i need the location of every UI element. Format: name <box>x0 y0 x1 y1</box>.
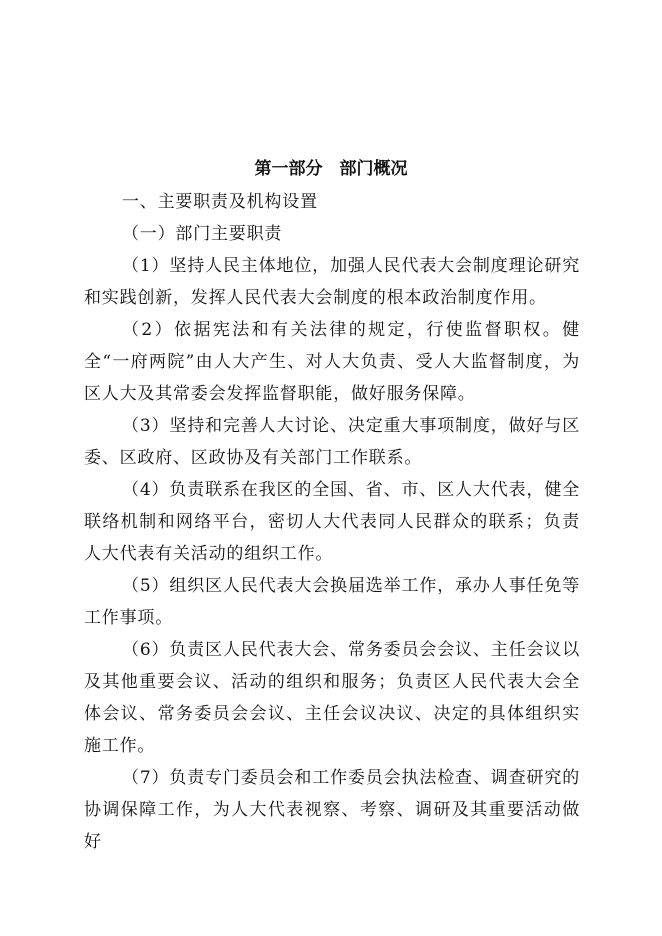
duty-paragraph-6: （6）负责区人民代表大会、常务委员会会议、主任会议以及其他重要会议、活动的组织和服务；负责区人民代表大会全体会议、常务委员会会议、主任会议决议、决定的具体组织实施工作。 <box>84 640 580 756</box>
duty-paragraph-3: （3）坚持和完善人大讨论、决定重大事项制度，做好与区委、区政府、区政协及有关部门工作联系。 <box>84 416 580 468</box>
duty-paragraph-7: （7）负责专门委员会和工作委员会执法检查、调查研究的协调保障工作，为人大代表视察、考察、调研及其重要活动做好 <box>84 768 580 852</box>
duty-paragraph-4: （4）负责联系在我区的全国、省、市、区人大代表，健全联络机制和网络平台，密切人大代表同人民群众的联系；负责人大代表有关活动的组织工作。 <box>84 480 580 564</box>
subsection-heading: （一）部门主要职责 <box>122 224 283 244</box>
document-body <box>84 186 580 858</box>
duty-paragraph-1: （1）坚持人民主体地位，加强人民代表大会制度理论研究和实践创新，发挥人民代表大会制度的根本政治制度作用。 <box>84 256 580 308</box>
page-title: 第一部分 部门概况 <box>254 159 408 179</box>
duty-paragraph-2: （2）依据宪法和有关法律的规定，行使监督职权。健全“一府两院”由人大产生、对人大负责、受人大监督制度，为区人大及其常委会发挥监督职能，做好服务保障。 <box>84 320 580 404</box>
duty-paragraph-5: （5）组织区人民代表大会换届选举工作，承办人事任免等工作事项。 <box>84 576 580 628</box>
section-heading: 一、主要职责及机构设置 <box>122 192 318 212</box>
